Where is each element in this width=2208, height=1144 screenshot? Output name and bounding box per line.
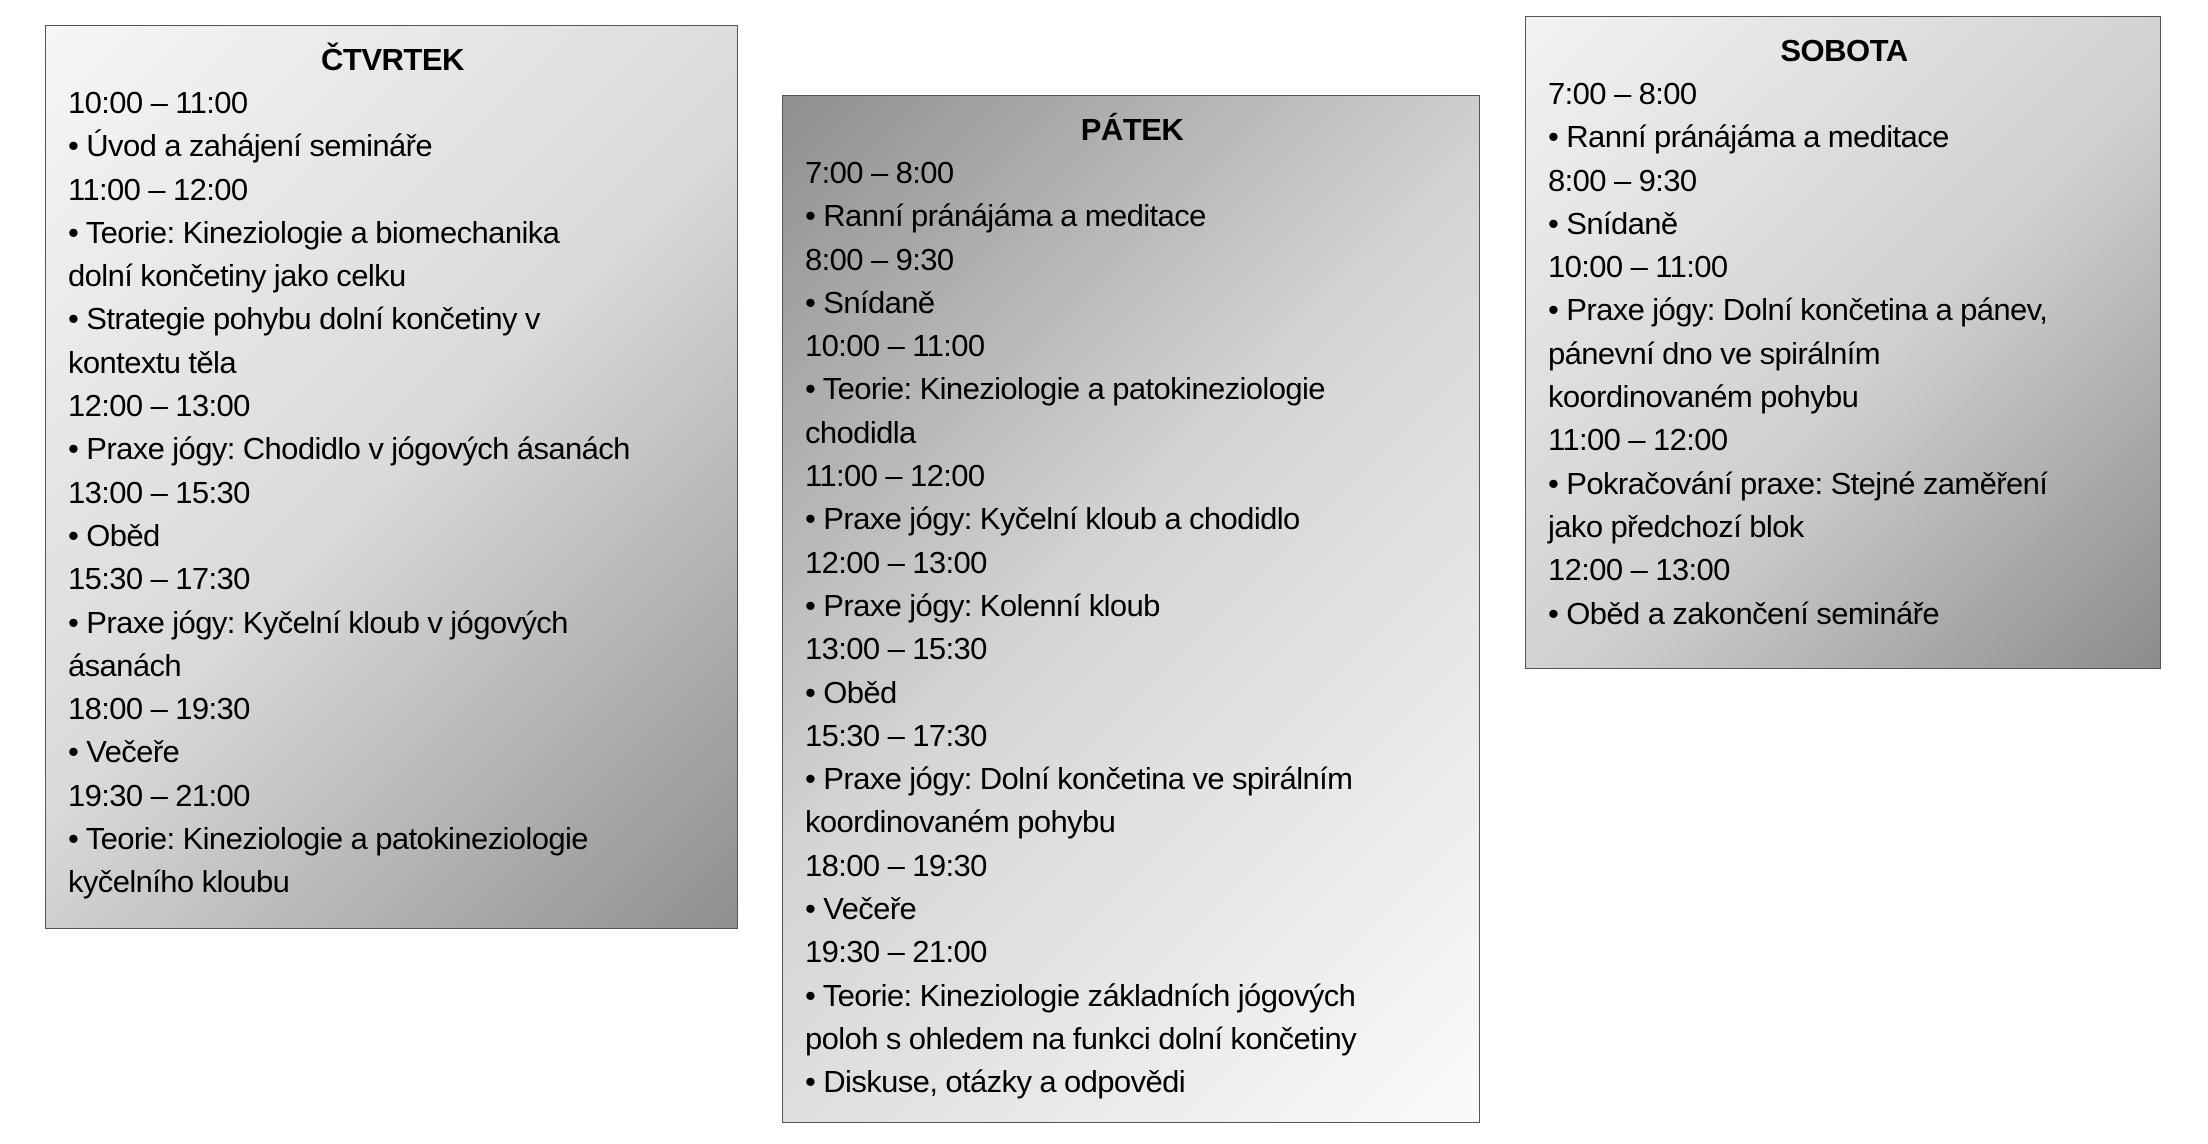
schedule-line: • Ranní pránájáma a meditace	[805, 198, 1206, 234]
schedule-line: chodidla	[805, 414, 916, 450]
schedule-line: • Snídaně	[1548, 205, 1678, 241]
schedule-line: • Praxe jógy: Kyčelní kloub a chodidlo	[805, 501, 1300, 537]
schedule-line: • Praxe jógy: Kolenní kloub	[805, 587, 1160, 623]
schedule-line: ásanách	[68, 647, 182, 683]
schedule-line: 10:00 – 11:00	[805, 328, 985, 364]
schedule-line: 8:00 – 9:30	[1548, 162, 1697, 198]
schedule-box-thursday	[45, 25, 738, 929]
schedule-line: 12:00 – 13:00	[1548, 552, 1730, 588]
schedule-line: 8:00 – 9:30	[805, 241, 954, 277]
schedule-line: • Oběd	[805, 674, 897, 710]
schedule-line: 19:30 – 21:00	[68, 777, 250, 813]
schedule-line: • Teorie: Kineziologie a patokineziologie	[68, 821, 588, 857]
schedule-line: • Teorie: Kineziologie základních jógových	[805, 977, 1356, 1013]
schedule-line: 12:00 – 13:00	[805, 544, 987, 580]
schedule-line: koordinovaném pohybu	[805, 804, 1116, 840]
schedule-line: 11:00 – 12:00	[1548, 422, 1728, 458]
day-title: ČTVRTEK	[321, 42, 464, 77]
schedule-line: • Teorie: Kineziologie a patokineziologie	[805, 371, 1325, 407]
schedule-line: poloh s ohledem na funkci dolní končetiny	[805, 1020, 1356, 1056]
schedule-line: dolní končetiny jako celku	[68, 258, 406, 294]
schedule-box-friday	[782, 95, 1480, 1123]
schedule-line: • Praxe jógy: Dolní končetina a pánev,	[1548, 292, 2048, 328]
schedule-line: • Večeře	[68, 734, 180, 770]
schedule-line: 7:00 – 8:00	[1548, 76, 1697, 111]
schedule-line: 18:00 – 19:30	[68, 691, 250, 727]
schedule-line: 18:00 – 19:30	[805, 847, 987, 883]
schedule-line: 15:30 – 17:30	[805, 717, 987, 753]
schedule-line: jako předchozí blok	[1548, 508, 1804, 544]
schedule-line: • Pokračování praxe: Stejné zaměření	[1548, 465, 2048, 501]
schedule-line: 15:30 – 17:30	[68, 561, 250, 597]
day-title: PÁTEK	[1080, 112, 1184, 147]
schedule-line: 11:00 – 12:00	[68, 171, 248, 207]
schedule-line: 10:00 – 11:00	[68, 85, 248, 120]
schedule-line: • Strategie pohybu dolní končetiny v	[68, 301, 540, 337]
schedule-line: 13:00 – 15:30	[805, 631, 987, 667]
schedule-line: • Ranní pránájáma a meditace	[1548, 119, 1949, 155]
schedule-line: 12:00 – 13:00	[68, 388, 250, 424]
schedule-line: • Snídaně	[805, 284, 935, 320]
schedule-line: • Diskuse, otázky a odpovědi	[805, 1064, 1186, 1100]
schedule-line: • Večeře	[805, 891, 917, 927]
schedule-line: • Praxe jógy: Chodidlo v jógových ásanách	[68, 431, 630, 467]
schedule-box-saturday	[1525, 16, 2161, 669]
schedule-line: • Teorie: Kineziologie a biomechanika	[68, 214, 560, 250]
schedule-line: 10:00 – 11:00	[1548, 249, 1728, 285]
schedule-line: 11:00 – 12:00	[805, 458, 985, 494]
schedule-line: pánevní dno ve spirálním	[1548, 335, 1880, 371]
schedule-line: • Praxe jógy: Dolní končetina ve spirálním	[805, 761, 1353, 797]
schedule-line: • Praxe jógy: Kyčelní kloub v jógových	[68, 604, 568, 640]
schedule-line: kyčelního kloubu	[68, 864, 290, 900]
schedule-line: • Úvod a zahájení semináře	[68, 128, 433, 164]
schedule-line: kontextu těla	[68, 344, 236, 380]
schedule-line: • Oběd a zakončení semináře	[1548, 595, 1939, 631]
schedule-line: 7:00 – 8:00	[805, 155, 954, 190]
day-title: SOBOTA	[1780, 33, 1908, 68]
schedule-line: 19:30 – 21:00	[805, 934, 987, 970]
schedule-line: 13:00 – 15:30	[68, 474, 250, 510]
schedule-line: koordinovaném pohybu	[1548, 379, 1859, 415]
schedule-line: • Oběd	[68, 517, 160, 553]
